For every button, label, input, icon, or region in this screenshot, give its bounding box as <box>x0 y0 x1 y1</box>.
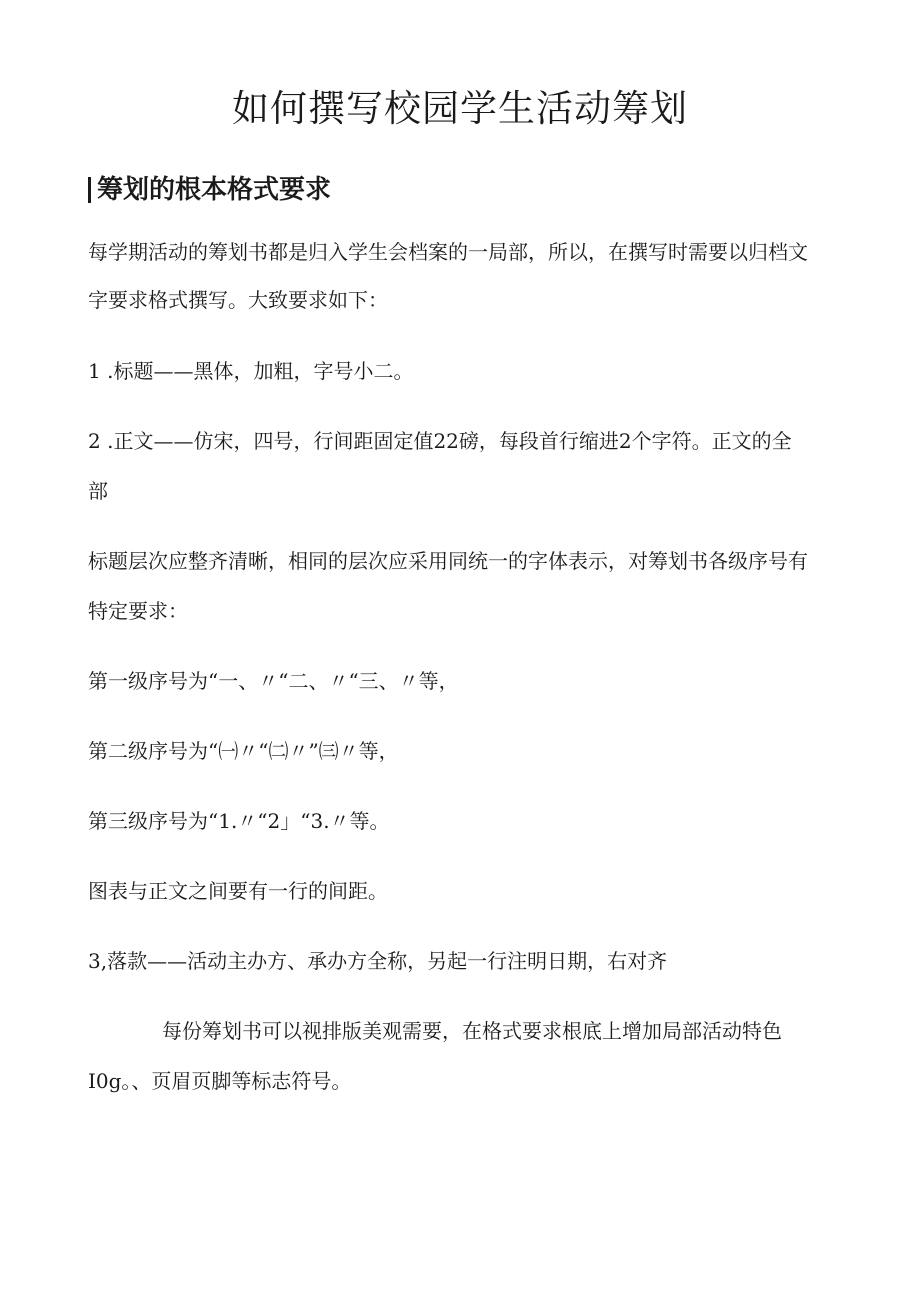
paragraph-intro-line-1: 每学期活动的筹划书都是归入学生会档案的一局部，所以，在撰写时需要以归档文 <box>88 240 808 264</box>
document-title: 如何撰写校园学生活动筹划 <box>232 87 688 130</box>
paragraph-levels-line-2: 特定要求： <box>88 599 188 623</box>
paragraph-item-2-line-1: 2 .正文——仿宋，四号，行间距固定值22磅，每段首行缩进2个字符。正文的全 <box>88 429 792 453</box>
paragraph-extra-line-2: I0g。、页眉页脚等标志符号。 <box>88 1069 352 1093</box>
paragraph-level-1: 第一级序号为“一、〃“二、〃“三、〃等， <box>88 669 459 693</box>
paragraph-item-3: 3,落款——活动主办方、承办方全称，另起一行注明日期，右对齐 <box>88 949 668 973</box>
paragraph-intro-line-2: 字要求格式撰写。大致要求如下： <box>88 288 388 312</box>
section-bar-marker <box>88 177 91 203</box>
paragraph-level-2: 第二级序号为“㈠〃“㈡〃”㈢〃等， <box>88 739 399 763</box>
paragraph-item-2-line-2: 部 <box>88 479 108 503</box>
paragraph-levels-line-1: 标题层次应整齐清晰，相同的层次应采用同统一的字体表示，对筹划书各级序号有 <box>88 549 808 573</box>
section-heading-text: 筹划的根本格式要求 <box>97 175 332 205</box>
paragraph-level-3: 第三级序号为“1.〃“2」“3.〃等。 <box>88 809 390 833</box>
section-heading <box>88 170 331 210</box>
paragraph-spacing: 图表与正文之间要有一行的间距。 <box>88 879 388 903</box>
paragraph-extra-line-1: 每份筹划书可以视排版美观需要，在格式要求根底上增加局部活动特色 <box>162 1019 782 1043</box>
paragraph-item-1: 1 .标题——黑体，加粗，字号小二。 <box>88 359 414 383</box>
